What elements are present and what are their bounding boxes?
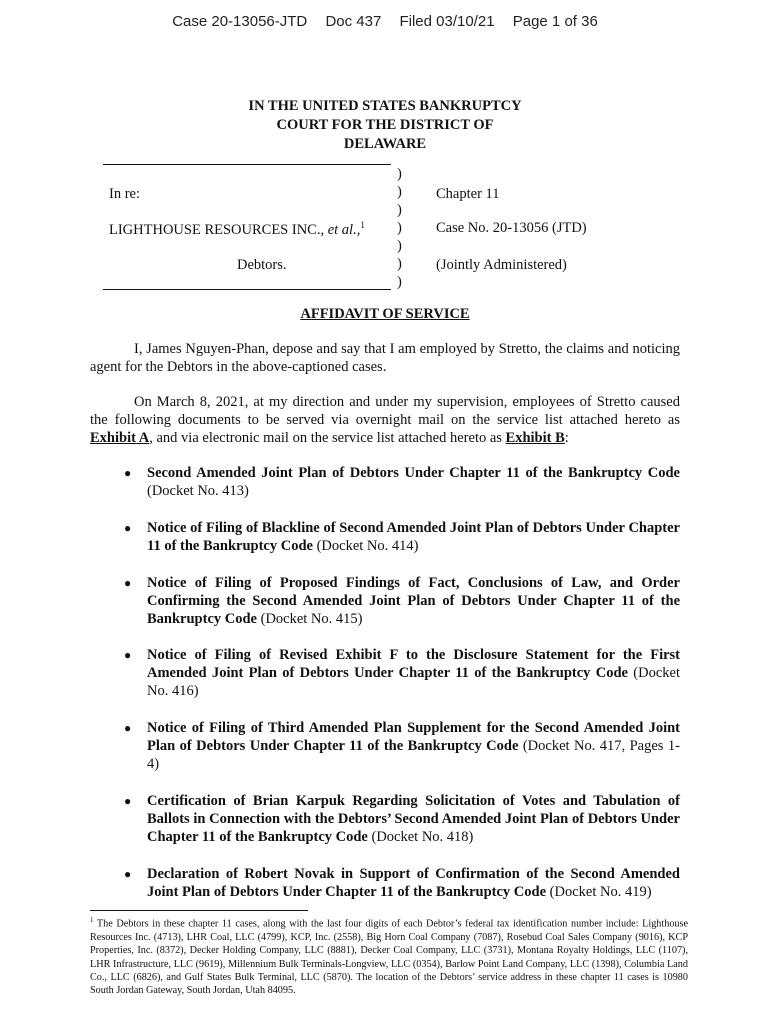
bullet-icon: ● [124,867,132,881]
bullet-icon: ● [124,521,132,535]
paragraph-2: On March 8, 2021, at my direction and under my supervision, employees of Stretto caused the following documents to be served via overnight mail on the service list attached hereto as Exhibit A, and via electronic mail on the service list attached hereto as Exhibit B: [90,394,680,446]
list-item: ● Notice of Filing of Third Amended Plan Supplement for the Second Amended Joint Plan of Debtors Under Chapter 11 of the Bankruptcy Code (Docket No. 417, Pages 1-4) [124,720,680,772]
debtors-label: Debtors. [237,257,287,273]
filed-date: Filed 03/10/21 [399,13,495,30]
bullet-icon: ● [124,466,132,480]
page-number: Page 1 of 36 [512,13,598,30]
list-item: ● Second Amended Joint Plan of Debtors Under Chapter 11 of the Bankruptcy Code (Docket No. 413) [124,465,680,499]
court-line-1: IN THE UNITED STATES BANKRUPTCY [248,98,522,114]
exhibit-a-ref: Exhibit A [90,430,150,446]
footnote: $^1$ The Debtors in these chapter 11 cases, along with the last four digits of each Debtor’s federal tax identification number include: Lighthouse Resources Inc. (4713), LHR Coal, LLC (4799), KCP, Inc. (2558), Big Horn Coal Company (7087), Rosebud Coal Sales Company (9016), KCP Properties, Inc. (8372), Decker Holding Company, LLC (8881), Decker Coal Company, LLC (3731), Montana Royalty Holdings, LLC (1107), LHR Infrastructure, LLC (9619), Millennium Bulk Terminals-Longview, LLC (0354), Barlow Point Land Company, LLC (1398), Columbia Land Co., LLC (6826), and Gulf States Bulk Terminal, LLC (5870). The location of the Debtors’ service address in these chapter 11 cases is 10980 South Jordan Gateway, South Jordan, Utah 84095. [90,916,688,997]
caption-top-rule [103,164,391,165]
court-line-2: COURT FOR THE DISTRICT OF [276,117,494,133]
caption-parentheses: ) ) ) ) ) ) ) [397,166,402,290]
in-re-label: In re: [109,186,140,202]
list-item: ● Notice of Filing of Proposed Findings of Fact, Conclusions of Law, and Order Confirming the Second Amended Joint Plan of Debtors Under Chapter 11 of the Bankruptcy Code (Docket No. 415) [124,575,680,627]
paragraph-1: I, James Nguyen-Phan, depose and say that I am employed by Stretto, the claims and noticing agent for the Debtors in the above-captioned cases. [90,341,680,375]
doc-number: Doc 437 [325,13,382,30]
bullet-icon: ● [124,648,132,662]
docket-header [0,13,770,30]
list-item: ● Notice of Filing of Blackline of Second Amended Joint Plan of Debtors Under Chapter 11 of the Bankruptcy Code (Docket No. 414) [124,520,680,554]
court-heading [0,97,770,154]
debtor-name: LIGHTHOUSE RESOURCES INC., et al.,$^1$ [109,220,365,238]
footnote-rule [90,910,308,911]
list-item: ● Certification of Brian Karpuk Regarding Solicitation of Votes and Tabulation of Ballots in Connection with the Debtors’ Second Amended Joint Plan of Debtors Under Chapter 11 of the Bankruptcy Code (Docket No. 418) [124,793,680,845]
court-line-3: DELAWARE [343,136,427,152]
list-item: ● Notice of Filing of Revised Exhibit F to the Disclosure Statement for the First Amended Joint Plan of Debtors Under Chapter 11 of the Bankruptcy Code (Docket No. 416) [124,647,680,699]
caption-bottom-rule [103,289,391,290]
bullet-icon: ● [124,794,132,808]
administered-label: (Jointly Administered) [436,257,567,273]
bullet-icon: ● [124,576,132,590]
document-title: AFFIDAVIT OF SERVICE [300,306,470,322]
footnote-mark: 1 [90,916,94,924]
footnote-ref: 1 [360,220,365,230]
bullet-icon: ● [124,721,132,735]
case-no-label: Case No. 20-13056 (JTD) [436,220,587,236]
chapter-label: Chapter 11 [436,186,500,202]
exhibit-b-ref: Exhibit B [505,430,565,446]
list-item: ● Declaration of Robert Novak in Support of Confirmation of the Second Amended Joint Plan of Debtors Under Chapter 11 of the Bankruptcy Code (Docket No. 419) [124,866,680,900]
case-number: Case 20-13056-JTD [172,13,308,30]
